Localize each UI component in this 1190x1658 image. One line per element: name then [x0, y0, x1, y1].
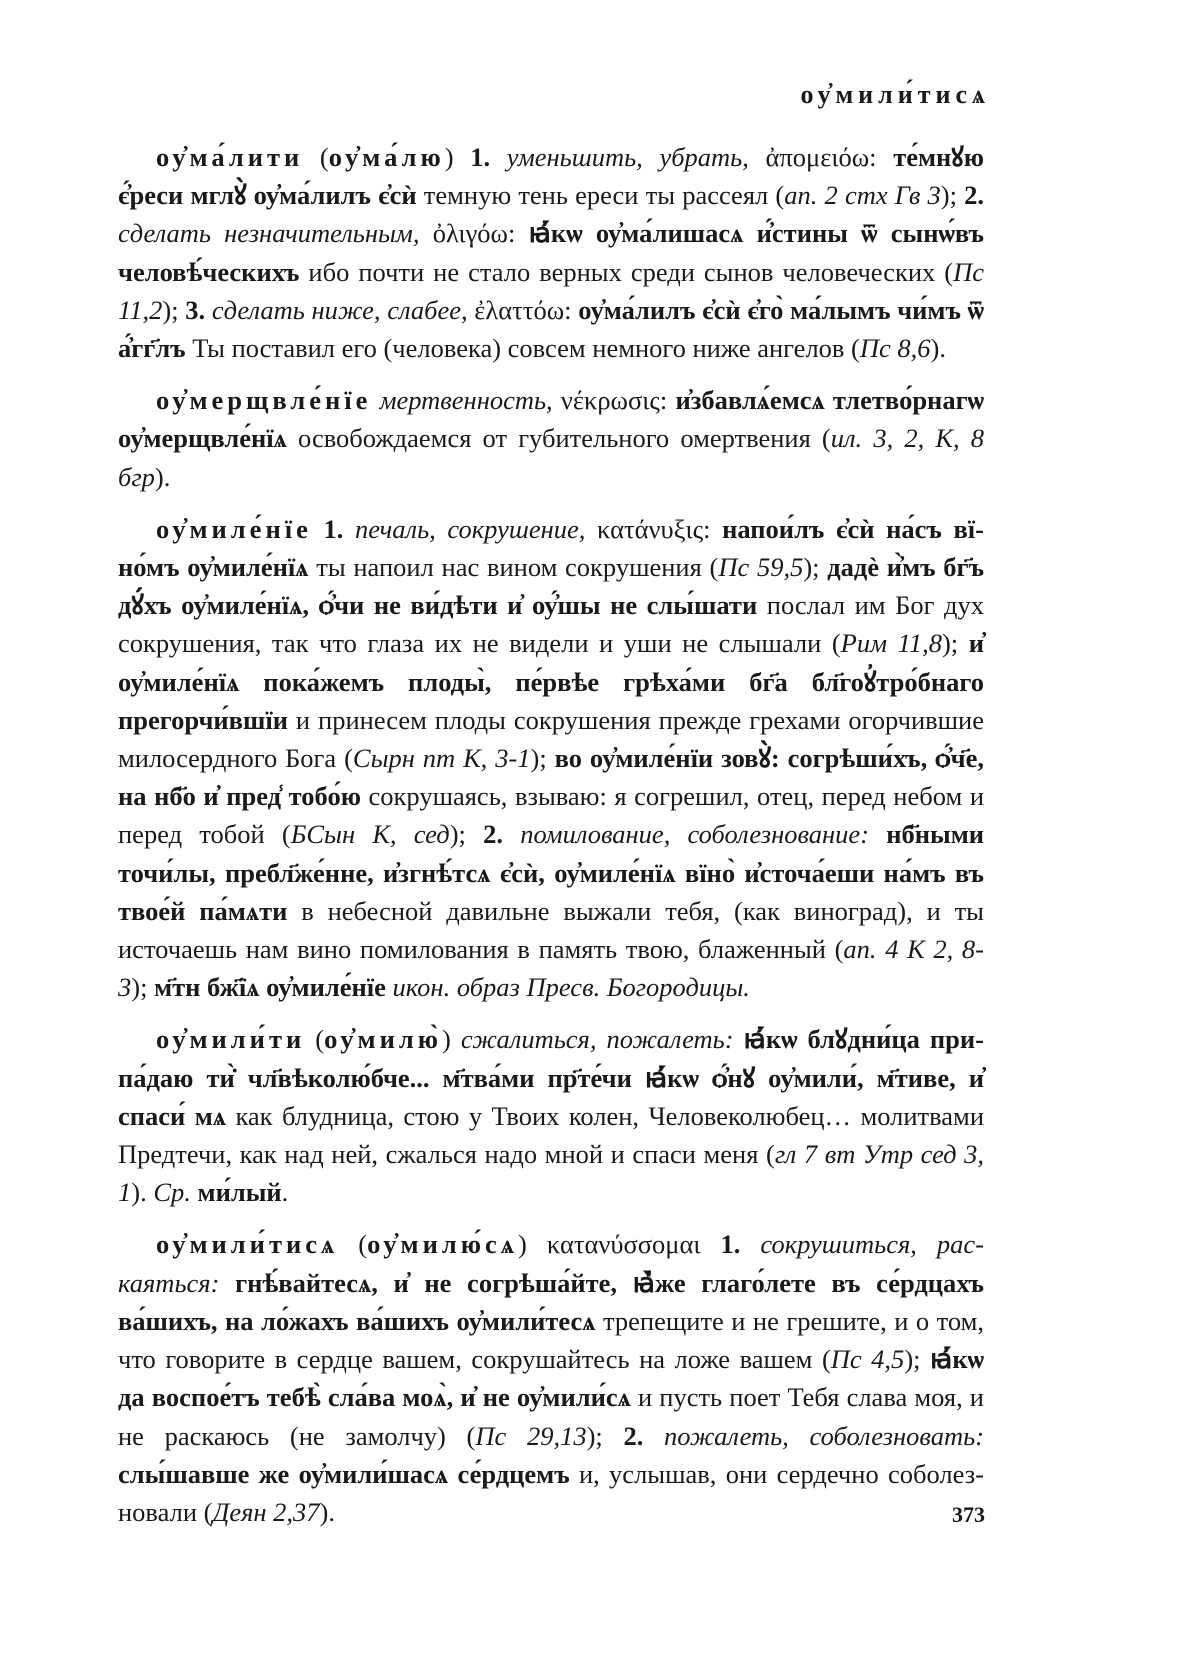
text: );: [131, 972, 155, 1003]
text: .: [281, 1177, 289, 1208]
italic-text: ил. 3, 2, К, 8 бгр: [118, 423, 984, 492]
slavonic-quote: и҆ оу҆миле́нїѧ пока́жемъ плоды̀, пе́рвѣе грѣха́ми бг҃а бл҃гоꙋ҆тро́бнаго прегорчи́вшїи: [118, 628, 985, 735]
text: [734, 1024, 744, 1054]
italic-text: БСын К, сед: [290, 819, 450, 850]
text: ).: [154, 461, 171, 492]
text: );: [530, 743, 555, 774]
text: ) κατανύσσομαι: [518, 1229, 721, 1260]
text: послал им Бог дух сокрушения, так что глаза их не видели и уши не слышали (: [118, 590, 984, 659]
italic-text: икон. образ Пресв. Богородицы.: [392, 972, 750, 1003]
text: [312, 514, 324, 544]
text: и пусть поет Тебя слава моя, и не раскаюсь (не замолчу) (: [118, 1382, 984, 1451]
italic-text: сделать незначительным,: [118, 218, 420, 249]
italic-text: сжалиться, пожалеть:: [460, 1024, 734, 1055]
sense-number: 1.: [720, 1229, 741, 1260]
sense-number: 3.: [185, 294, 206, 325]
text: темную тень ереси ты рассеял (: [416, 180, 785, 211]
text: [869, 819, 886, 849]
text: [191, 1177, 198, 1207]
text: трепещите и не грешите, и о том, что говорите в сердце вашем, сокрушайтесь на ложе вашем (: [118, 1305, 985, 1375]
italic-text: помилование, соболезнование:: [520, 819, 870, 850]
text: ).: [131, 1177, 154, 1208]
text: ἀπομειόω:: [748, 142, 894, 172]
text: [386, 972, 393, 1002]
italic-text: ап. 2 стх Гв 3: [784, 180, 941, 211]
text: );: [803, 552, 828, 583]
slavonic-quote: гнѣ́вайтесѧ, и҆ не согрѣша́йте, ꙗ҆̀же глаго́лете въ се́рдцахъ ва́шихъ, на ло́жахъ ва́шихъ оу҆мили́тесѧ: [118, 1267, 984, 1336]
text: как блудница, стою у Твоих колен, Человеколюбец… молитвами Предтечи, как над ней, сжалься надо мной и спаси меня (: [118, 1100, 984, 1170]
text: ибо почти не стало верных среди сынов человеческих (: [299, 256, 954, 287]
text: ).: [930, 333, 946, 364]
text: [643, 1421, 664, 1451]
text: );: [940, 180, 965, 211]
text: (: [305, 1024, 325, 1055]
italic-text: мертвенность,: [379, 385, 553, 416]
slavonic-quote: во оу҆миле́нїи зовꙋ̀: согрѣши́хъ, ѻ҆́ч҃е, на нб҃о и҆ пред̾ тобо́ю: [118, 743, 984, 812]
slavonic-quote: ꙗ҆́кѡ оу҆ма́лишасѧ и҆́стины ѿ сынѡ́въ человѣ́ческихъ: [118, 218, 984, 287]
text: [343, 514, 355, 544]
text: [490, 142, 507, 172]
headword: оу҆миле́нїе: [156, 513, 312, 544]
text: [371, 385, 379, 415]
text: [740, 1229, 760, 1259]
slavonic-quote: ꙗ҆́кѡ блꙋдни́ца припа́даю ти̇̀ чл҃вѣколю́бче... м҃тва́ми пр҃те́чи ꙗ҆́кѡ ѻ҆́нꙋ оу҆мили́, м҃тиве, и҆ спаси́ мѧ: [118, 1024, 984, 1131]
dictionary-entry: [118, 1020, 984, 1211]
page-number: 373: [952, 1502, 985, 1527]
sense-number: 2.: [964, 180, 985, 211]
slavonic-quote: ꙗ҆́кѡ да воспое́тъ тебѣ̀ сла́ва моѧ̀, и҆ не оу҆мили́сѧ: [118, 1344, 985, 1413]
dictionary-entry: [118, 138, 984, 367]
text: ).: [319, 1496, 335, 1527]
text: (: [303, 142, 329, 172]
slavonic-quote: те́мнꙋю є҆́реси мглꙋ̀ оу҆ма́лилъ є҆сѝ: [118, 142, 984, 211]
text: [205, 295, 212, 325]
text: сокрушаясь, взываю: я согрешил, отец, перед небом и перед тобой (: [118, 781, 984, 850]
text: κατάνυξις:: [585, 513, 723, 544]
italic-text: уменьшить, убрать,: [506, 142, 749, 172]
dictionary-entry: [118, 381, 984, 496]
sense-number: 1.: [323, 513, 344, 544]
sense-number: 1.: [470, 142, 491, 172]
slavonic-quote: и҆збавлѧ́емсѧ тлетво́рнагѡ оу҆мерщвле́нїѧ: [118, 385, 984, 454]
text: ): [444, 142, 471, 172]
dictionary-entries: [118, 138, 984, 1545]
slavonic-quote: дадѐ и҆̀мъ бг҃ъ дꙋ́хъ оу҆миле́нїѧ, ѻ҆́чи не ви́дѣти и҆ оу҆́шы не слы́шати: [118, 552, 985, 621]
text: );: [941, 628, 969, 659]
headword: оу҆милю́сѧ: [367, 1229, 519, 1260]
italic-text: Пс 11,2: [118, 256, 984, 325]
text: и, услышав, они сердечно соболезновали (: [118, 1458, 984, 1527]
text: );: [586, 1420, 624, 1451]
italic-text: печаль, сокрушение,: [355, 513, 586, 544]
italic-text: сделать ниже, слабее,: [211, 294, 468, 325]
running-head: оу҆мили́тисѧ: [800, 80, 990, 109]
slavonic-quote: нб҃ными точи́лы, пребл҃же́нне, и҆згнѣ́тсѧ є҆сѝ, оу҆миле́нїѧ вїно̀ и҆сточа́еши на́мъ въ твое́й па́мѧти: [118, 819, 985, 926]
text: и принесем плоды сокрушения прежде грехами огорчившие милосердного Бога (: [118, 704, 984, 774]
italic-text: гл 7 вт Утр сед 3, 1: [118, 1139, 984, 1208]
text: νέκρωσις:: [552, 385, 676, 416]
slavonic-quote: оу҆ма́лилъ є҆сѝ є҆го̀ ма́лымъ чи́мъ ѿ а҆́гг҃лъ: [118, 294, 985, 364]
text: ты напоил нас вином сокрушения (: [308, 552, 719, 583]
slavonic-quote: м҃тн бж҃їѧ оу҆миле́нїе: [154, 972, 386, 1003]
italic-text: ап. 4 К 2, 8-3: [118, 934, 984, 1003]
italic-text: Пс 29,13: [475, 1420, 587, 1451]
text: [219, 1268, 235, 1298]
text: ἐλαττόω:: [467, 294, 579, 325]
italic-text: сокрушиться, раскаяться:: [118, 1229, 984, 1298]
italic-text: Сырн пт К, 3-1: [352, 743, 531, 774]
dictionary-entry: [118, 510, 984, 1007]
italic-text: Пс 59,5: [718, 552, 804, 583]
italic-text: Пс 4,5: [830, 1344, 905, 1375]
headword: оу҆мерщвле́нїе: [156, 385, 372, 416]
text: );: [162, 294, 186, 325]
italic-text: Ср.: [153, 1177, 191, 1208]
text: [503, 819, 520, 849]
italic-text: пожалеть, соболезновать:: [663, 1420, 985, 1451]
dictionary-entry: [118, 1225, 984, 1531]
text: );: [449, 819, 484, 850]
slavonic-quote: ми́лый: [197, 1177, 282, 1208]
italic-text: Пс 8,6: [859, 333, 931, 364]
sense-number: 2.: [483, 819, 503, 850]
slavonic-quote: слы́шавше же оу҆мили́шасѧ се́рдцемъ: [118, 1458, 570, 1489]
text: );: [904, 1344, 931, 1375]
headword: оу҆ма́лю: [328, 142, 445, 172]
headword: оу҆мили́ти: [156, 1024, 306, 1055]
headword: оу҆ма́лити: [156, 142, 304, 172]
text: (: [338, 1229, 368, 1260]
text: ): [442, 1024, 461, 1055]
sense-number: 2.: [623, 1420, 644, 1451]
text: ὀλιγόω:: [419, 218, 529, 249]
italic-text: Рим 11,8: [840, 628, 942, 659]
italic-text: Деян 2,37: [212, 1496, 320, 1527]
headword: оу҆милю̀: [324, 1024, 442, 1055]
headword: оу҆мили́тисѧ: [156, 1229, 339, 1260]
text: в небесной давильне выжали тебя, (как виноград), и ты источаешь нам вино помилования в память твою, блаженный (: [118, 895, 984, 965]
text: освобождаемся от губительного омертвения (: [286, 423, 831, 454]
slavonic-quote: напои́лъ є҆сѝ на́съ вїно́мъ оу҆миле́нїѧ: [118, 513, 984, 583]
text: Ты поставил его (человека) совсем немного ниже ангелов (: [185, 333, 860, 364]
